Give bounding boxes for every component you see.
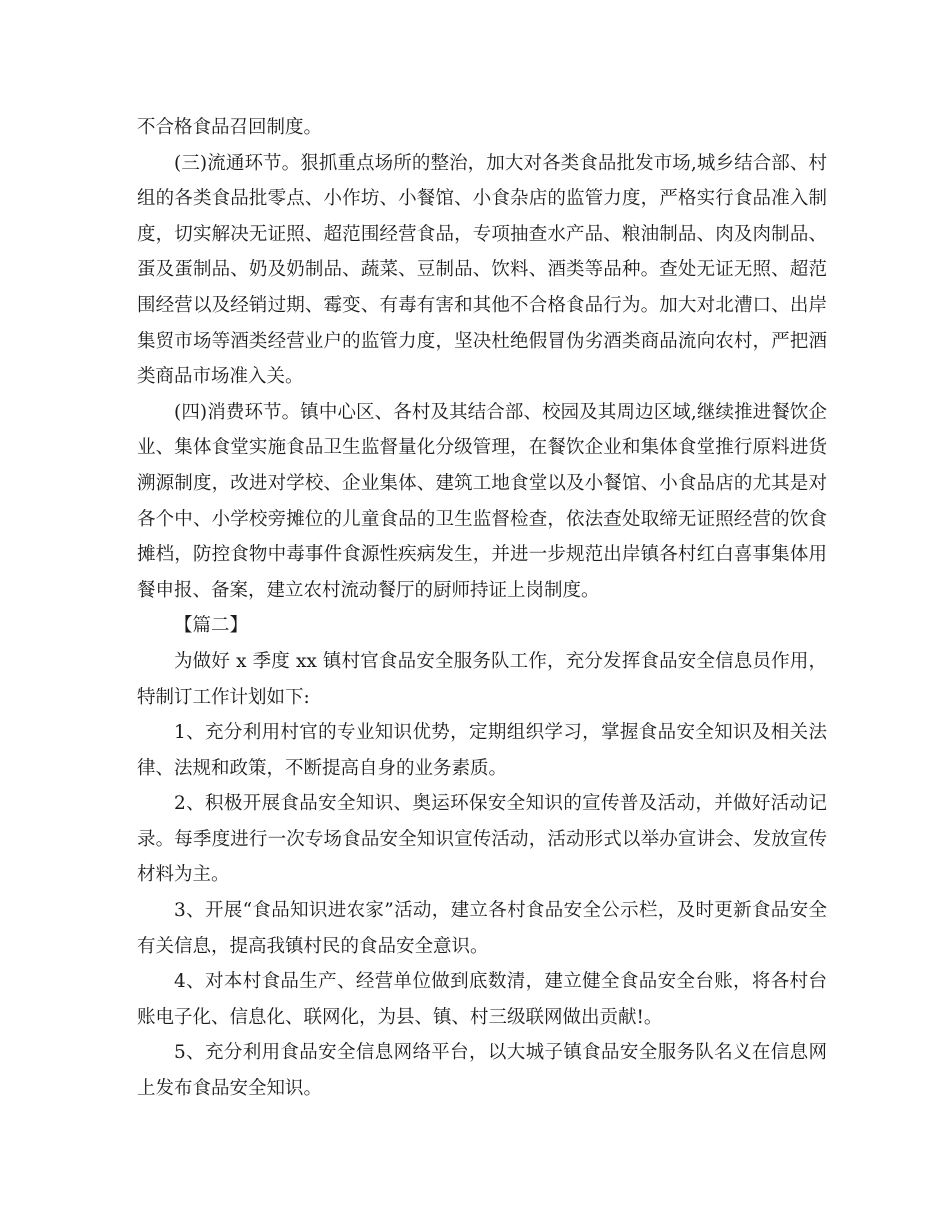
list-item-3: 3、开展“食品知识进农家”活动，建立各村食品安全公示栏，及时更新食品安全有关信息，提高我镇村民的食品安全意识。	[137, 900, 827, 957]
document-body	[137, 110, 827, 1107]
paragraph-circulation: (三)流通环节。狠抓重点场所的整治，加大对各类食品批发市场,城乡结合部、村组的各类食品批零点、小作坊、小餐馆、小食杂店的监管力度，严格实行食品准入制度，切实解决无证照、超范围经营食品，专项抽查水产品、粮油制品、肉及肉制品、蛋及蛋制品、奶及奶制品、蔬菜、豆制品、饮料、酒类等品种。查处无证无照、超范围经营以及经销过期、霉变、有毒有害和其他不合格食品行为。加大对北漕口、出岸集贸市场等酒类经营业户的监管力度，坚决杜绝假冒伪劣酒类商品流向农村，严把酒类商品市场准入关。	[137, 152, 827, 388]
paragraph-recall-tail: 不合格食品召回制度。	[137, 117, 323, 138]
list-item-5: 5、充分利用食品安全信息网络平台，以大城子镇食品安全服务队名义在信息网上发布食品安全知识。	[137, 1042, 827, 1100]
paragraph-consumption: (四)消费环节。镇中心区、各村及其结合部、校园及其周边区域,继续推进餐饮企业、集体食堂实施食品卫生监督量化分级管理，在餐饮企业和集体食堂推行原料进货溯源制度，改进对学校、企业集体、建筑工地食堂以及小餐馆、小食品店的尤其是对各个中、小学校旁摊位的儿童食品的卫生监督检查，依法查处取缔无证照经营的饮食摊档，防控食物中毒事件食源性疾病发生，并进一步规范出岸镇各村红白喜事集体用餐申报、备案，建立农村流动餐厅的厨师持证上岗制度。	[137, 401, 827, 601]
list-item-1: 1、充分利用村官的专业知识优势，定期组织学习，掌握食品安全知识及相关法律、法规和政策，不断提高自身的业务素质。	[137, 722, 827, 779]
section-heading-part-two: 【篇二】	[174, 615, 249, 637]
paragraph-intro: 为做好 x 季度 xx 镇村官食品安全服务队工作，充分发挥食品安全信息员作用，特制订工作计划如下:	[137, 650, 827, 708]
list-item-2: 2、积极开展食品安全知识、奥运环保安全知识的宣传普及活动，并做好活动记录。每季度进行一次专场食品安全知识宣传活动，活动形式以举办宣讲会、发放宣传材料为主。	[137, 793, 827, 886]
list-item-4: 4、对本村食品生产、经营单位做到底数清，建立健全食品安全台账，将各村台账电子化、信息化、联网化，为县、镇、村三级联网做出贡献!。	[137, 971, 827, 1028]
